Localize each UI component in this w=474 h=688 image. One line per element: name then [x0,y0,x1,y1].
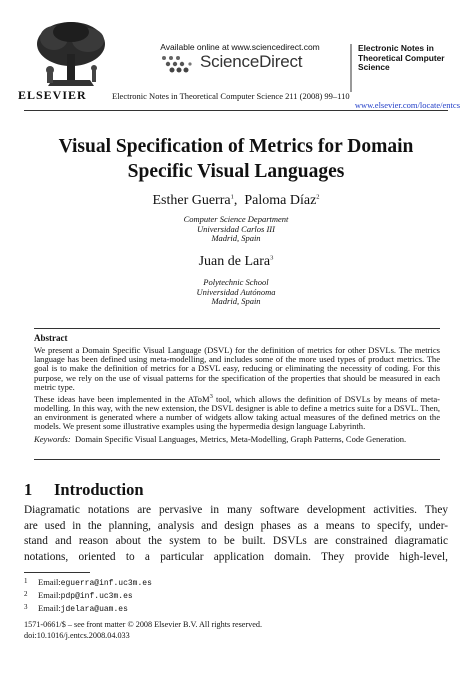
author-separator: , [233,193,238,208]
series-line: Science [358,62,390,72]
affiliation-line: Polytechnic School [203,277,269,287]
sciencedirect-logo [160,52,340,76]
sciencedirect-wordmark: ScienceDirect [200,52,303,71]
body-line: stand and reason about the system to be built. DSVLs are constrained diagramatic [24,535,448,547]
abstract-top-rule [34,328,440,329]
title-line: Visual Specification of Metrics for Domain [58,136,414,157]
body-line: Diagramatic notations are pervasive in many software development activities. They [24,504,448,516]
author-line-2 [24,254,448,270]
author-name: Juan de Lara [198,254,271,269]
footnotes [24,576,324,616]
author-name: Paloma Díaz [244,193,317,208]
footnote-label: Email: [38,590,61,601]
available-online-text: Available online at www.sciencedirect.com [160,42,320,52]
doi-line: doi:10.1016/j.entcs.2008.04.033 [24,630,130,640]
sciencedirect-dots-icon [160,54,196,74]
footnote [24,589,324,602]
title-line: Specific Visual Languages [127,161,345,182]
abstract-text: These ideas have been implemented in the AToM [34,393,210,404]
affiliation-line: Madrid, Spain [211,233,261,244]
footnote-mark: 2 [24,590,28,599]
series-title-box [350,44,462,92]
superscript: 3 [209,393,213,401]
abstract-paragraph [34,392,440,432]
keywords [34,435,440,444]
footnote-label: Email: [38,577,61,587]
email-link[interactable]: jdelara@uam.es [60,605,128,615]
issn-line: 1571-0661/$ – see front matter © 2008 Elsevier B.V. All rights reserved. [24,620,263,629]
affiliation-2 [24,278,448,307]
series-line: Theoretical Computer [358,52,445,63]
affiliation-1 [24,215,448,244]
body-line: notations, oriented to a particular application domain. They provide high-level, [24,550,448,563]
footnote [24,576,324,589]
footnote-rule [24,572,90,573]
abstract-bottom-rule [34,459,440,460]
section-title: Introduction [54,480,144,499]
footnote [24,602,324,615]
author-line-1 [24,193,448,209]
abstract-heading: Abstract [34,333,68,343]
footnote-mark: 1 [24,577,28,585]
abstract-text: tool, which allows the definition of DSVLs by means of meta-modelling. In this way, with the new extension, the DSVL designer is able to define a metrics suite for a DSVL. Then, an environment is generated where a number of widgets allow taking actual measures of the defined metrics on the models. We present some illustrative examples using the hypermedia design language Labyrinth. [34,393,440,432]
email-link[interactable]: eguerra@inf.uc3m.es [60,579,152,588]
footnote-mark: 1 [230,193,234,201]
section-heading [24,480,144,500]
author-name: Esther Guerra [152,193,231,208]
elsevier-wordmark: ELSEVIER [18,88,87,102]
footnote-mark: 2 [316,193,320,201]
affiliation-line: Universidad Carlos III [197,223,275,234]
header-rule [24,110,448,111]
paper-title [24,134,448,184]
footnote-mark: 3 [24,603,28,612]
email-link[interactable]: pdp@inf.uc3m.es [60,592,133,602]
section-number: 1 [24,480,33,499]
affiliation-line: Universidad Autónoma [196,286,276,297]
journal-url-link[interactable]: www.elsevier.com/locate/entcs [354,100,460,110]
series-line: Electronic Notes in [358,43,434,53]
footnote-label: Email: [38,603,61,614]
keywords-label: Keywords: [34,434,71,444]
abstract-paragraph: We present a Domain Specific Visual Language (DSVL) for the definition of metrics for other DSVLs. The metrics language has been defined using meta-modelling, and includes some of the more used types of product metrics. The goal is to make the definition of metrics for a DSVL easy, reducing or eliminating the necessity of coding. For this purpose, we rely on the use of visual patterns for the specification of the properties that should be measured in each metric type. [34,345,440,392]
body-line: are used in the planning, analysis and design phases as a means to specify, under- [24,519,448,532]
section-body [24,503,448,565]
affiliation-line: Computer Science Department [183,214,289,224]
publication-info [24,620,344,641]
footnote-mark: 3 [270,254,274,262]
affiliation-line: Madrid, Spain [211,296,261,307]
elsevier-tree-icon [32,18,110,88]
elsevier-logo [18,18,126,102]
keywords-list: Domain Specific Visual Languages, Metrics, Meta-Modelling, Graph Patterns, Code Generation. [75,434,407,444]
journal-reference: Electronic Notes in Theoretical Computer Science 211 (2008) 99–110 [112,91,350,101]
abstract-body [34,346,440,432]
